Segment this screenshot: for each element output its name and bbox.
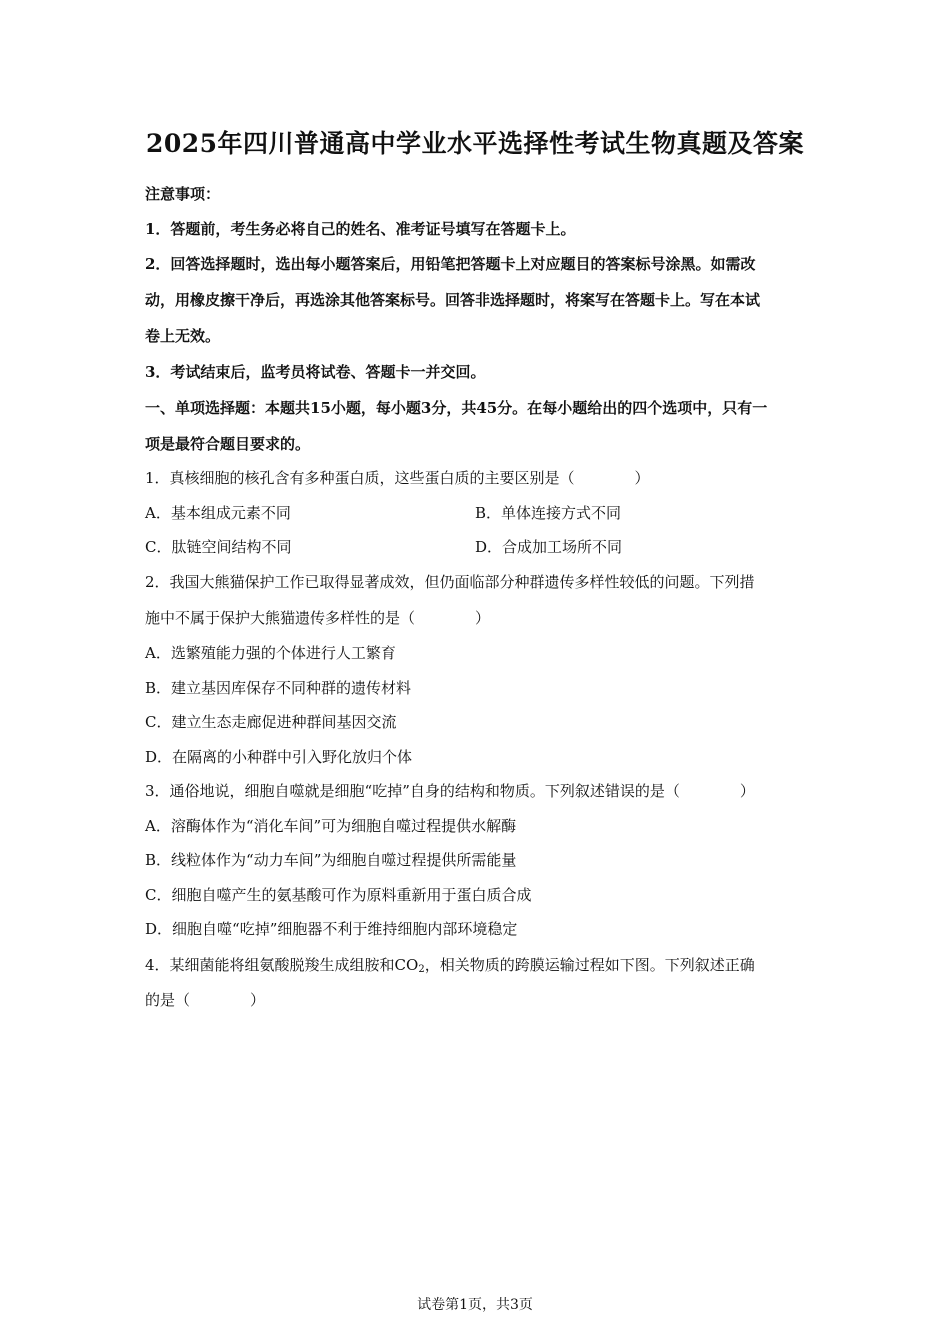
question-2-stem-line-1: 2．我国大熊猫保护工作已取得显著成效，但仍面临部分种群遗传多样性较低的问题。下列措	[145, 573, 755, 591]
question-2-option-a: A．选繁殖能力强的个体进行人工繁育	[145, 644, 396, 662]
question-1-option-d: D．合成加工场所不同	[475, 538, 623, 556]
section-heading-line-1: 一、单项选择题：本题共15小题，每小题3分，共45分。在每小题给出的四个选项中，只有一	[145, 399, 768, 417]
question-4-stem-pre: 4．某细菌能将组氨酸脱羧生成组胺和CO	[145, 956, 419, 974]
note-1: 1．答题前，考生务必将自己的姓名、准考证号填写在答题卡上。	[145, 220, 576, 238]
co2-subscript: 2	[418, 964, 425, 975]
note-2-line-2: 动，用橡皮擦干净后，再选涂其他答案标号。回答非选择题时，将案写在答题卡上。写在本试	[145, 291, 761, 309]
question-4-stem-line-1	[145, 955, 755, 980]
question-2-stem-line-2: 施中不属于保护大熊猫遗传多样性的是（ ）	[145, 609, 491, 627]
question-2-option-d: D．在隔离的小种群中引入野化放归个体	[145, 748, 413, 766]
question-4-stem-line-2: 的是（ ）	[145, 991, 266, 1009]
page-title: 2025年四川普通高中学业水平选择性考试生物真题及答案	[145, 129, 805, 158]
section-heading-line-2: 项是最符合题目要求的。	[145, 435, 311, 453]
question-1-option-b: B．单体连接方式不同	[475, 504, 622, 522]
question-3-option-d: D．细胞自噬“吃掉”细胞器不利于维持细胞内部环境稳定	[145, 920, 518, 938]
question-3-option-b: B．线粒体作为“动力车间”为细胞自噬过程提供所需能量	[145, 851, 517, 869]
question-3-stem: 3．通俗地说，细胞自噬就是细胞“吃掉”自身的结构和物质。下列叙述错误的是（ ）	[145, 782, 755, 800]
question-1-option-c: C．肽链空间结构不同	[145, 538, 292, 556]
question-1-stem: 1．真核细胞的核孔含有多种蛋白质，这些蛋白质的主要区别是（ ）	[145, 469, 650, 487]
question-4-stem-post: ，相关物质的跨膜运输过程如下图。下列叙述正确	[424, 956, 755, 974]
question-3-option-a: A．溶酶体作为“消化车间”可为细胞自噬过程提供水解酶	[145, 817, 517, 835]
question-2-option-b: B．建立基因库保存不同种群的遗传材料	[145, 679, 412, 697]
question-1-option-a: A．基本组成元素不同	[145, 504, 291, 522]
note-2-line-3: 卷上无效。	[145, 327, 221, 345]
note-3: 3．考试结束后，监考员将试卷、答题卡一并交回。	[145, 363, 486, 381]
question-3-option-c: C．细胞自噬产生的氨基酸可作为原料重新用于蛋白质合成	[145, 886, 532, 904]
note-2-line-1: 2．回答选择题时，选出每小题答案后，用铅笔把答题卡上对应题目的答案标号涂黑。如需改	[145, 255, 756, 273]
page-footer: 试卷第1页，共3页	[417, 1297, 533, 1313]
question-2-option-c: C．建立生态走廊促进种群间基因交流	[145, 713, 397, 731]
notes-heading: 注意事项：	[145, 185, 221, 203]
